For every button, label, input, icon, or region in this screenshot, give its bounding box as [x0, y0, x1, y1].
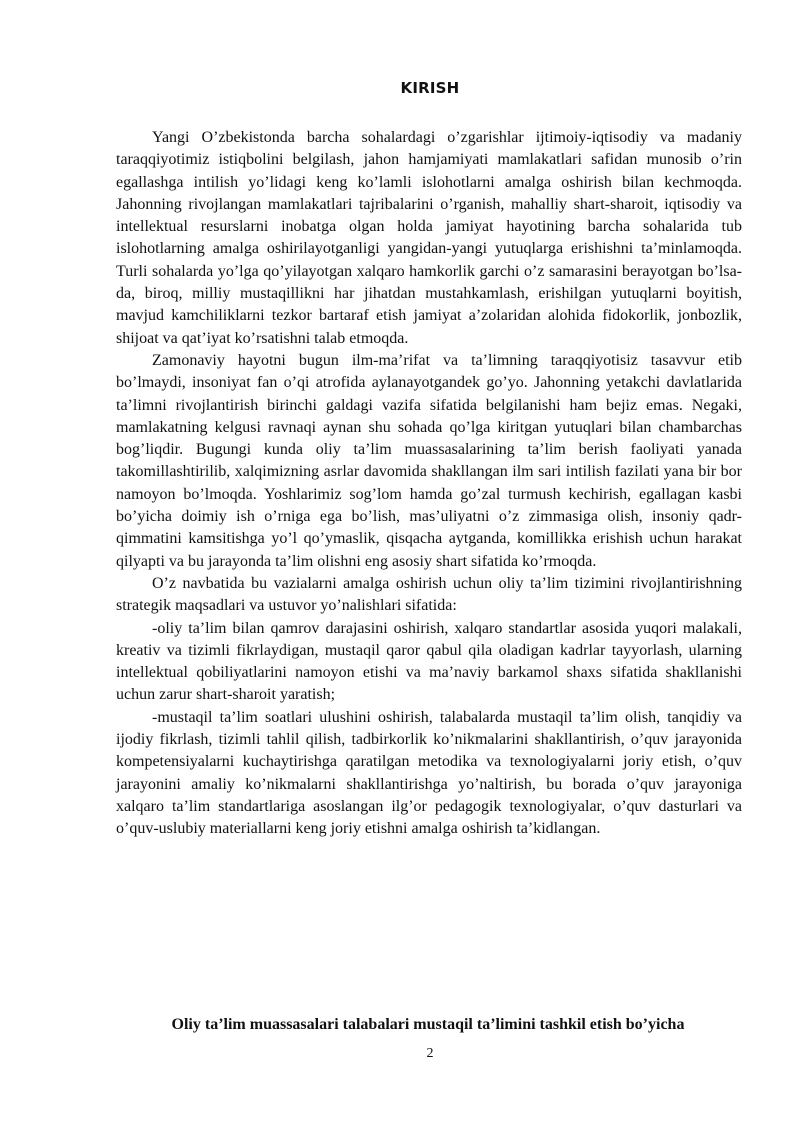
paragraph-modern-life: Zamonaviy hayotni bugun ilm-ma’rifat va ta’limning taraqqiyotisiz tasavvur etib bo’lmaydi, insoniyat fan o’qi atrofida aylanayotgandek go’yo. Jahonning yetakchi davlatlarida ta’limni rivojlantirish birinchi galdagi vazifa sifatida belgilanishi ham bejiz emas. Negaki, mamlakatning kelgusi ravnaqi aynan shu sohada qo’lga kiritgan yutuqlari bilan chambarchas bog’liqdir. Bugungi kunda oliy ta’lim muassasalarining ta’lim berish faoliyati yanada takomillashtirilib, xalqimizning asrlar davomida shakllangan ilm sari intilish fazilati yana bir bor namoyon bo’lmoqda. Yoshlarimiz sog’lom hamda go’zal turmush kechirish, egallagan kasbi bo’yicha doimiy ish o’rniga ega bo’lish, mas’uliyatni o’z zimmasiga olish, insoniy qadr-qimmatini kamsitishga yo’l qo’ymaslik, qisqacha aytganda, komillikka erishish uchun harakat qilyapti va bu jarayonda ta’lim olishni eng asosiy shart sifatida ko’rmoqda.: [116, 351, 742, 570]
section-heading: KIRISH: [400, 79, 460, 97]
paragraph-goal-independent-study: -mustaqil ta’lim soatlari ulushini oshirish, talabalarda mustaqil ta’lim olish, tanqidiy va ijodiy fikrlash, tizimli tahlil qilish, tadbirkorlik ko’nikmalarini shakllantirish, o’quv jarayonida kompetensiyalarni kuchaytirishga qaratilgan metodika va texnologiyalarni joriy etish, o’quv jarayonini amaliy ko’nikmalarni shakllantirishga yo’naltirish, bu borada o’quv jarayoniga xalqaro ta’lim standartlariga asoslangan ilg’or pedagogik texnologiyalar, o’quv dasturlari va o’quv-uslubiy materiallarni keng joriy etishni amalga oshirish ta’kidlangan.: [116, 708, 742, 838]
paragraph-goal-coverage: -oliy ta’lim bilan qamrov darajasini oshirish, xalqaro standartlar asosida yuqori malakali, kreativ va tizimli fikrlaydigan, mustaqil qaror qabul qila oladigan kadrlar tayyorlash, ularning intellektual qobiliyatlarini namoyon etishi va ma’naviy barkamol shaxs sifatida shakllanishi uchun zarur shart-sharoit yaratish;: [116, 619, 742, 704]
body-text: [116, 127, 742, 841]
page-number: 2: [426, 1046, 434, 1061]
paragraph-intro: Yangi O’zbekistonda barcha sohalardagi o’zgarishlar ijtimoiy-iqtisodiy va madaniy taraqqiyotimiz istiqbolini belgilash, jahon hamjamiyati mamlakatlari safidan munosib o’rin egallashga intilish yo’lidagi keng ko’lamli islohotlarni amalga oshirish bilan kechmoqda. Jahonning rivojlangan mamlakatlari tajribalarini o’rganish, mahalliy shart-sharoit, iqtisodiy va intellektual resurslarni inobatga olgan holda jamiyat hayotining barcha sohalarida tub islohotlarning amalga oshirilayotganligi yangidan-yangi yutuqlarga erishishni ta’minlamoqda. Turli sohalarda yo’lga qo’yilayotgan xalqaro hamkorlik garchi o’z samarasini berayotgan bo’lsa-da, biroq, milliy mustaqillikni har jihatdan mustahkamlash, erishilgan yutuqlarni boyitish, mavjud kamchiliklarni tezkor bartaraf etish jamiyat a’zolaridan alohida fidokorlik, jonbozlik, shijoat va qat’iyat ko’rsatishni talab etmoqda.: [116, 129, 742, 347]
next-section-title: Oliy ta’lim muassasalari talabalari mustaqil ta’limini tashkil etish bo’yicha: [171, 1016, 685, 1033]
paragraph-strategic-goals: O’z navbatida bu vazialarni amalga oshirish uchun oliy ta’lim tizimini rivojlantirishning strategik maqsadlari va ustuvor yo’nalishlari sifatida:: [116, 574, 742, 615]
